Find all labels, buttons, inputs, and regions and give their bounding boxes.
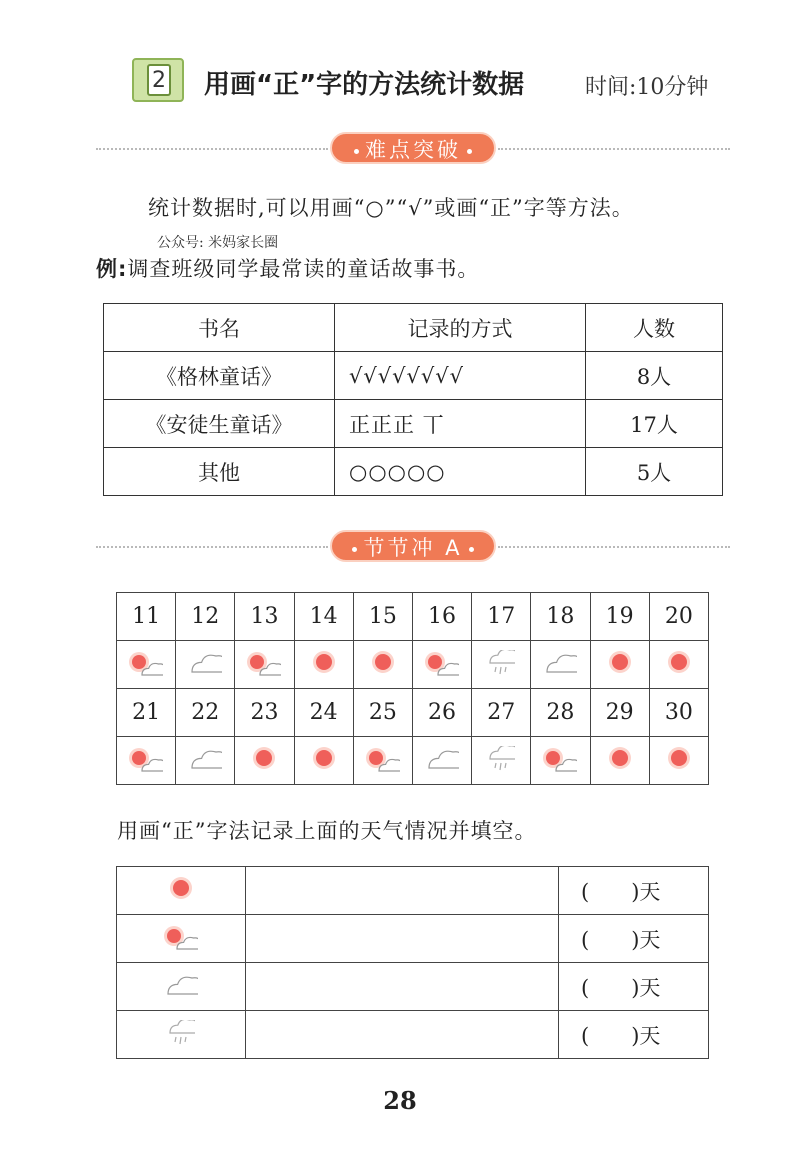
cloud-icon	[188, 653, 222, 677]
rain-icon	[167, 1020, 195, 1050]
day-number: 12	[176, 593, 235, 641]
cloud-icon	[425, 749, 459, 773]
lesson-number: 2	[147, 64, 171, 96]
intro-text: 统计数据时,可以用画“○”“√”或画“正”字等方法。	[148, 196, 634, 220]
day-number: 19	[590, 593, 649, 641]
day-number: 23	[235, 689, 294, 737]
day-number: 13	[235, 593, 294, 641]
day-number: 22	[176, 689, 235, 737]
person-count: 8人	[586, 352, 723, 400]
day-number-row	[117, 593, 709, 641]
weather-cell	[176, 641, 235, 689]
example-line	[96, 253, 479, 283]
sun-cloud-icon	[164, 925, 198, 953]
person-count: 17人	[586, 400, 723, 448]
tally-mark-area[interactable]	[246, 963, 559, 1011]
weather-cell	[294, 737, 353, 785]
sun-icon	[311, 745, 337, 771]
sun-icon	[666, 649, 692, 675]
tally-weather-icon	[117, 915, 246, 963]
rain-icon	[487, 746, 515, 776]
section-banner-label: 节节冲 A	[363, 536, 463, 560]
weather-icon-row	[117, 737, 709, 785]
day-number: 24	[294, 689, 353, 737]
sun-icon	[607, 745, 633, 771]
day-number: 27	[472, 689, 531, 737]
table-row	[104, 400, 723, 448]
divider	[498, 546, 730, 548]
weather-cell	[117, 737, 176, 785]
book-name: 其他	[104, 448, 335, 496]
table-header-row	[104, 304, 723, 352]
record-marks: √√√√√√√√	[335, 352, 586, 400]
tally-mark-area[interactable]	[246, 915, 559, 963]
header-count: 人数	[586, 304, 723, 352]
cloud-icon	[164, 975, 198, 999]
table-row	[104, 448, 723, 496]
tally-mark-area[interactable]	[246, 1011, 559, 1059]
sun-icon	[251, 745, 277, 771]
weather-cell	[353, 737, 412, 785]
sun-icon	[666, 745, 692, 771]
tally-weather-icon	[117, 867, 246, 915]
day-number: 15	[353, 593, 412, 641]
example-table	[103, 303, 723, 496]
weather-cell	[117, 641, 176, 689]
day-number: 28	[531, 689, 590, 737]
weather-cell	[294, 641, 353, 689]
weather-cell	[176, 737, 235, 785]
weather-cell	[590, 737, 649, 785]
day-number: 20	[649, 593, 708, 641]
lesson-badge	[132, 58, 184, 102]
divider	[498, 148, 730, 150]
weather-cell	[235, 737, 294, 785]
day-number: 30	[649, 689, 708, 737]
sun-icon	[370, 649, 396, 675]
sun-icon	[168, 875, 194, 901]
day-number: 11	[117, 593, 176, 641]
weather-cell	[472, 737, 531, 785]
section-banner-label: 难点突破	[365, 138, 461, 162]
tally-row	[117, 867, 709, 915]
example-text: 调查班级同学最常读的童话故事书。	[127, 257, 480, 281]
divider	[96, 546, 328, 548]
time-limit: 时间:10分钟	[585, 75, 709, 100]
day-number-row	[117, 689, 709, 737]
sun-cloud-icon	[366, 747, 400, 775]
tally-weather-icon	[117, 963, 246, 1011]
lesson-title: 用画“正”字的方法统计数据	[204, 70, 525, 100]
weather-cell	[412, 641, 471, 689]
page-number: 28	[383, 1086, 417, 1115]
sun-cloud-icon	[247, 651, 281, 679]
book-name: 《格林童话》	[104, 352, 335, 400]
day-number: 25	[353, 689, 412, 737]
day-count-blank[interactable]: ( )天	[559, 915, 709, 963]
record-marks: ○○○○○	[335, 448, 586, 496]
tally-weather-icon	[117, 1011, 246, 1059]
cloud-icon	[543, 653, 577, 677]
weather-cell	[353, 641, 412, 689]
day-number: 29	[590, 689, 649, 737]
instruction-text: 用画“正”字法记录上面的天气情况并填空。	[117, 819, 537, 843]
rain-icon	[487, 650, 515, 680]
sun-cloud-icon	[543, 747, 577, 775]
table-row	[104, 352, 723, 400]
day-number: 26	[412, 689, 471, 737]
weather-cell	[649, 641, 708, 689]
weather-icon-row	[117, 641, 709, 689]
weather-cell	[590, 641, 649, 689]
tally-table	[116, 866, 709, 1059]
tally-row	[117, 915, 709, 963]
weather-cell	[235, 641, 294, 689]
weather-cell	[472, 641, 531, 689]
weather-calendar-table	[116, 592, 709, 785]
cloud-icon	[188, 749, 222, 773]
day-number: 21	[117, 689, 176, 737]
person-count: 5人	[586, 448, 723, 496]
day-number: 14	[294, 593, 353, 641]
tally-mark-area[interactable]	[246, 867, 559, 915]
tally-row	[117, 963, 709, 1011]
section-banner-difficulty	[330, 132, 496, 164]
day-number: 16	[412, 593, 471, 641]
sun-icon	[607, 649, 633, 675]
weather-cell	[649, 737, 708, 785]
day-count-blank[interactable]: ( )天	[559, 1011, 709, 1059]
tally-row	[117, 1011, 709, 1059]
weather-cell	[412, 737, 471, 785]
section-banner-practice	[330, 530, 496, 562]
sun-cloud-icon	[129, 651, 163, 679]
day-number: 17	[472, 593, 531, 641]
example-label: 例:	[96, 257, 128, 281]
header-book: 书名	[104, 304, 335, 352]
day-number: 18	[531, 593, 590, 641]
book-name: 《安徒生童话》	[104, 400, 335, 448]
sun-icon	[311, 649, 337, 675]
weather-cell	[531, 641, 590, 689]
divider	[96, 148, 328, 150]
record-marks: 正正正 丅	[335, 400, 586, 448]
sun-cloud-icon	[425, 651, 459, 679]
sun-cloud-icon	[129, 747, 163, 775]
header-record: 记录的方式	[335, 304, 586, 352]
day-count-blank[interactable]: ( )天	[559, 963, 709, 1011]
watermark-text: 公众号: 米妈家长圈	[157, 235, 279, 251]
day-count-blank[interactable]: ( )天	[559, 867, 709, 915]
weather-cell	[531, 737, 590, 785]
